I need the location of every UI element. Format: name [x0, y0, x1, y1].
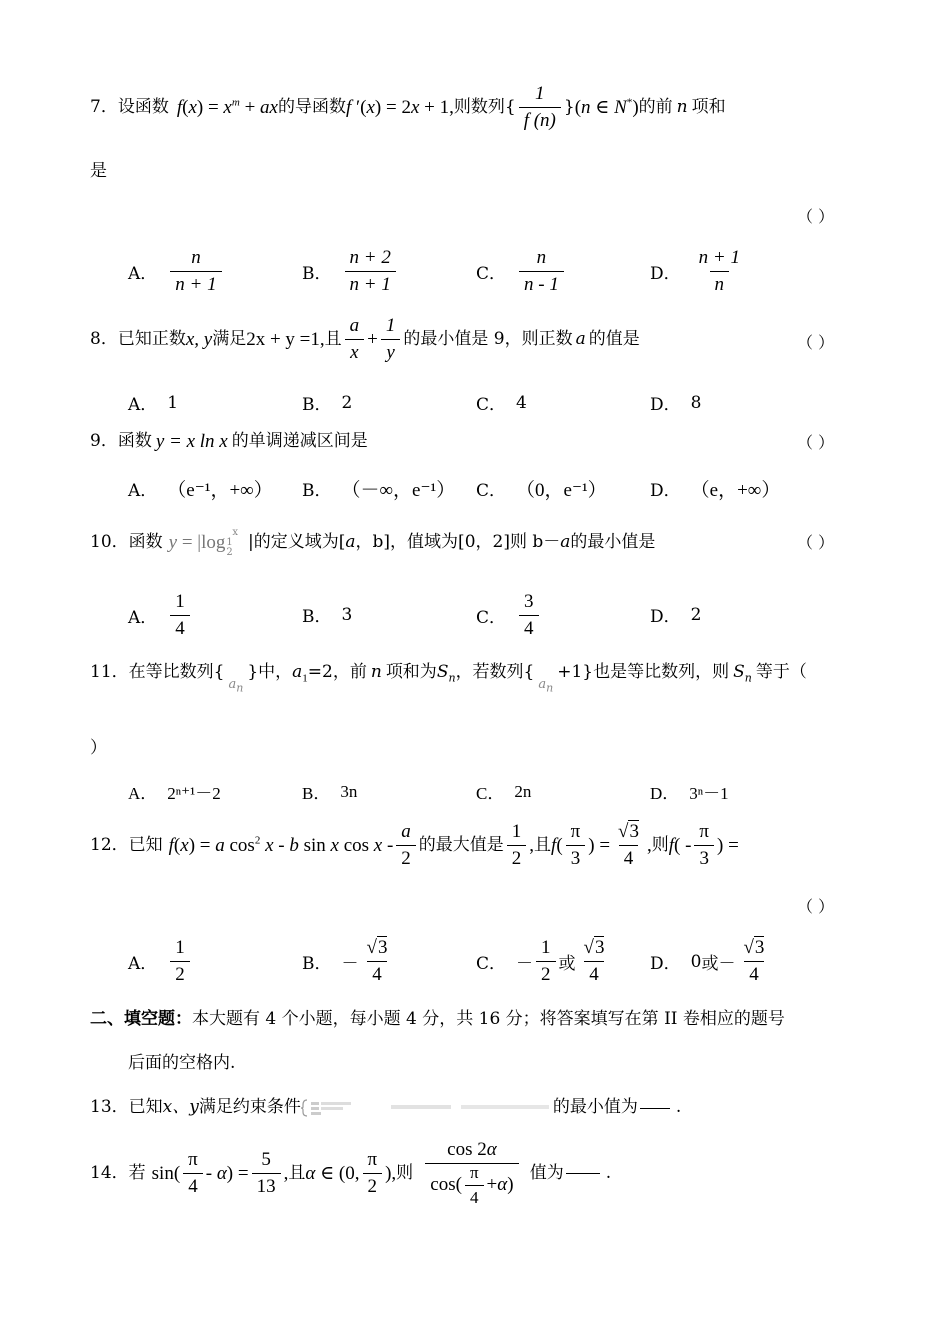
question-12: 12． 已知 f(x) = a $\cos^2 x$ - b sin x cos x - $\frac{a}{2}$ 的最大值是 $\frac{1}{2}$ , 且 f ( $\frac{\pi}{3}$ ) = $\frac{√3}{4}$ , 则 f ( - $\frac{\pi}{3}$ ) = [90, 821, 739, 869]
math-expression: y = |log [168, 532, 226, 554]
math-fraction: $\frac{a}{x}$ [345, 316, 365, 364]
math-variable: n [370, 662, 382, 682]
option-b: B． 3 [302, 604, 353, 627]
answer-bracket: （ ） [797, 897, 835, 916]
math-fraction: $\frac{1}{f (n)}$ [519, 84, 561, 132]
question-text: 且 [534, 835, 552, 856]
question-text: 的值是 [588, 329, 640, 350]
question-text: } [563, 97, 575, 118]
question-text: 若 [128, 1163, 146, 1183]
option-c: C． $\frac{n}{n - 1}$ [476, 248, 567, 296]
question-text: 项和为 [385, 662, 437, 682]
question-text: 值为 [529, 1163, 564, 1183]
question-text: 已知 [128, 1097, 163, 1118]
option-c: C． （0，e⁻¹） [476, 480, 607, 501]
question-text: 的最小值是 [570, 532, 656, 553]
option-a: A． （e⁻¹，+∞） [128, 480, 273, 501]
option-d: D． 2 [650, 604, 702, 627]
question-text: 函数 [117, 431, 152, 452]
question-text: 是 [90, 161, 107, 181]
math-fraction: $\frac{a}{2}$ [396, 822, 416, 870]
question-text: }中， [247, 662, 293, 682]
question-9 [90, 430, 368, 454]
math-variable: $S_n$ [733, 662, 752, 685]
question-text: 等于（ [755, 662, 807, 682]
question-11 [90, 662, 807, 695]
math-fraction: $\frac{1}{2}$ [507, 822, 527, 870]
math-fraction: cos 2α cos( $\frac{\pi}{4}$ + α ) [417, 1140, 527, 1207]
math-variable: a [560, 532, 571, 553]
answer-bracket: （ ） [797, 207, 835, 226]
math-expression: 2x + y =1, [246, 329, 325, 351]
question-number: 7． [90, 97, 118, 118]
option-b: B． $\frac{n + 2}{n + 1}$ [302, 248, 399, 296]
math-fraction: $\frac{√3}{4}$ [618, 821, 639, 869]
question-text: 则 [651, 835, 669, 856]
option-c: C． $\frac{3}{4}$ [476, 592, 542, 640]
math-expression: y = x ln x [155, 431, 228, 452]
question-text: 的导函数 [277, 97, 346, 118]
question-number: 14． [90, 1163, 129, 1183]
question-number: 8． [90, 329, 118, 350]
question-number: 9． [90, 431, 118, 452]
option-b: B． 2 [302, 392, 353, 415]
math-fraction: $\frac{\pi}{3}$ [566, 822, 586, 870]
question-text: 则 [396, 1163, 414, 1183]
section-text: 后面的空格内. [128, 1053, 236, 1073]
question-text: =2，前 [307, 662, 367, 682]
option-a: A． $\frac{1}{4}$ [128, 592, 193, 640]
option-a: A． 1 [128, 392, 179, 415]
question-text: 项和 [691, 97, 726, 118]
question-text: 函数 [128, 532, 163, 553]
question-number: 12． [90, 835, 129, 856]
option-d: D． $\frac{n + 1}{n}$ [650, 247, 740, 295]
option-a: A． $\frac{1}{2}$ [128, 938, 193, 986]
question-text: 已知 [128, 835, 163, 856]
question-text: +1}也是等比数列，则 [557, 662, 730, 682]
option-a: A． 2ⁿ⁺¹－2 [128, 784, 221, 803]
question-text: 设函数 [117, 97, 169, 118]
question-7 [90, 84, 726, 132]
math-expression: f ′(x) = 2x + 1, [345, 97, 454, 119]
question-text: ，若数列{ [455, 662, 535, 682]
question-text: ，b]，值域为[0，2]则 b－ [355, 532, 561, 553]
math-variable: $a_n$ [538, 676, 554, 695]
constraint-image [301, 1097, 553, 1119]
answer-bracket: （ ） [797, 333, 835, 352]
option-d: D． （e，+∞） [650, 480, 781, 501]
math-variable: x、y [162, 1097, 199, 1118]
math-variable: a [345, 532, 356, 553]
section-heading: 二、填空题：本大题有 4 个小题，每小题 4 分，共 16 分；将答案填写在第 II 卷相应的题号 [90, 1009, 785, 1029]
math-fraction: $\frac{\pi}{4}$ [183, 1150, 203, 1198]
math-variable: x, y [185, 329, 213, 351]
question-number: 10． [90, 532, 129, 553]
question-13: 13． 已知 x、y 满足约束条件 的最小值为 . [90, 1097, 682, 1118]
answer-blank[interactable] [566, 1173, 600, 1174]
question-text: 且 [288, 1163, 306, 1183]
answer-bracket: （ ） [797, 533, 835, 552]
math-variable: $a_n$ [228, 676, 244, 695]
option-c: C． 4 [476, 392, 527, 415]
math-fraction: $\frac{\pi}{2}$ [362, 1150, 382, 1198]
option-b: B． 3n [302, 781, 358, 803]
option-c: C． 2n [476, 781, 532, 803]
option-d: D． 0 或 － $\frac{√3}{4}$ [650, 937, 765, 985]
question-text: 的前 [638, 97, 673, 118]
question-text: 则数列{ [453, 97, 516, 118]
option-d: D． 8 [650, 392, 702, 415]
option-d: D． 3ⁿ－1 [650, 784, 729, 803]
question-text: 的最小值是 9，则正数 [403, 329, 573, 350]
question-text: 已知正数 [117, 329, 186, 350]
question-number: 11． [90, 662, 129, 682]
option-b: B． － $\frac{√3}{4}$ [302, 937, 388, 985]
math-variable: n [676, 97, 688, 118]
question-text: 的最小值为 [552, 1097, 638, 1118]
option-c: C． － $\frac{1}{2}$ 或 $\frac{√3}{4}$ [476, 937, 605, 985]
answer-bracket: （ ） [797, 433, 835, 452]
question-text: 在等比数列{ [128, 662, 225, 682]
question-text: 满足约束条件 [198, 1097, 301, 1118]
math-variable: a [575, 329, 586, 350]
math-expression: $f(x) = x^m$ + ax [176, 96, 278, 119]
math-fraction: $\frac{1}{y}$ [381, 316, 401, 364]
option-b: B． （－∞，e⁻¹） [302, 480, 456, 501]
question-10 [90, 528, 655, 558]
question-text: |的定义域为[ [248, 532, 346, 553]
question-text: 的单调递减区间是 [231, 431, 368, 452]
answer-blank[interactable] [640, 1108, 670, 1109]
question-number: 13． [90, 1097, 129, 1118]
math-fraction: $\frac{5}{13}$ [252, 1150, 281, 1198]
question-text: 且 [324, 329, 342, 350]
math-expression: (n ∈ N*) [574, 96, 639, 119]
math-variable: $S_n$ [436, 662, 456, 685]
question-14: 14． 若 sin( $\frac{\pi}{4}$ - α) = $\frac{5}{13}$ , 且 α ∈ (0, $\frac{\pi}{2}$ ), 则 cos 2α cos( $\frac{\pi}{4}$ + α ) 值为 . [90, 1139, 612, 1207]
math-expression: f(x) = a $\cos^2 x$ - b sin x cos x - [168, 834, 394, 857]
question-8: 8． 已知正数 x, y 满足 2x + y =1, 且 $\frac{a}{x}$ + $\frac{1}{y}$ 的最小值是 9，则正数 a 的值是 [90, 315, 640, 363]
question-text: 满足 [212, 329, 247, 350]
math-fraction: $\frac{\pi}{3}$ [694, 822, 714, 870]
question-text: 的最大值是 [418, 835, 504, 856]
log-base: x 1 2 [226, 527, 239, 558]
question-text: ） [90, 738, 107, 758]
math-variable: $a_1$ [292, 662, 308, 685]
option-a: A． $\frac{n}{n + 1}$ [128, 248, 225, 296]
